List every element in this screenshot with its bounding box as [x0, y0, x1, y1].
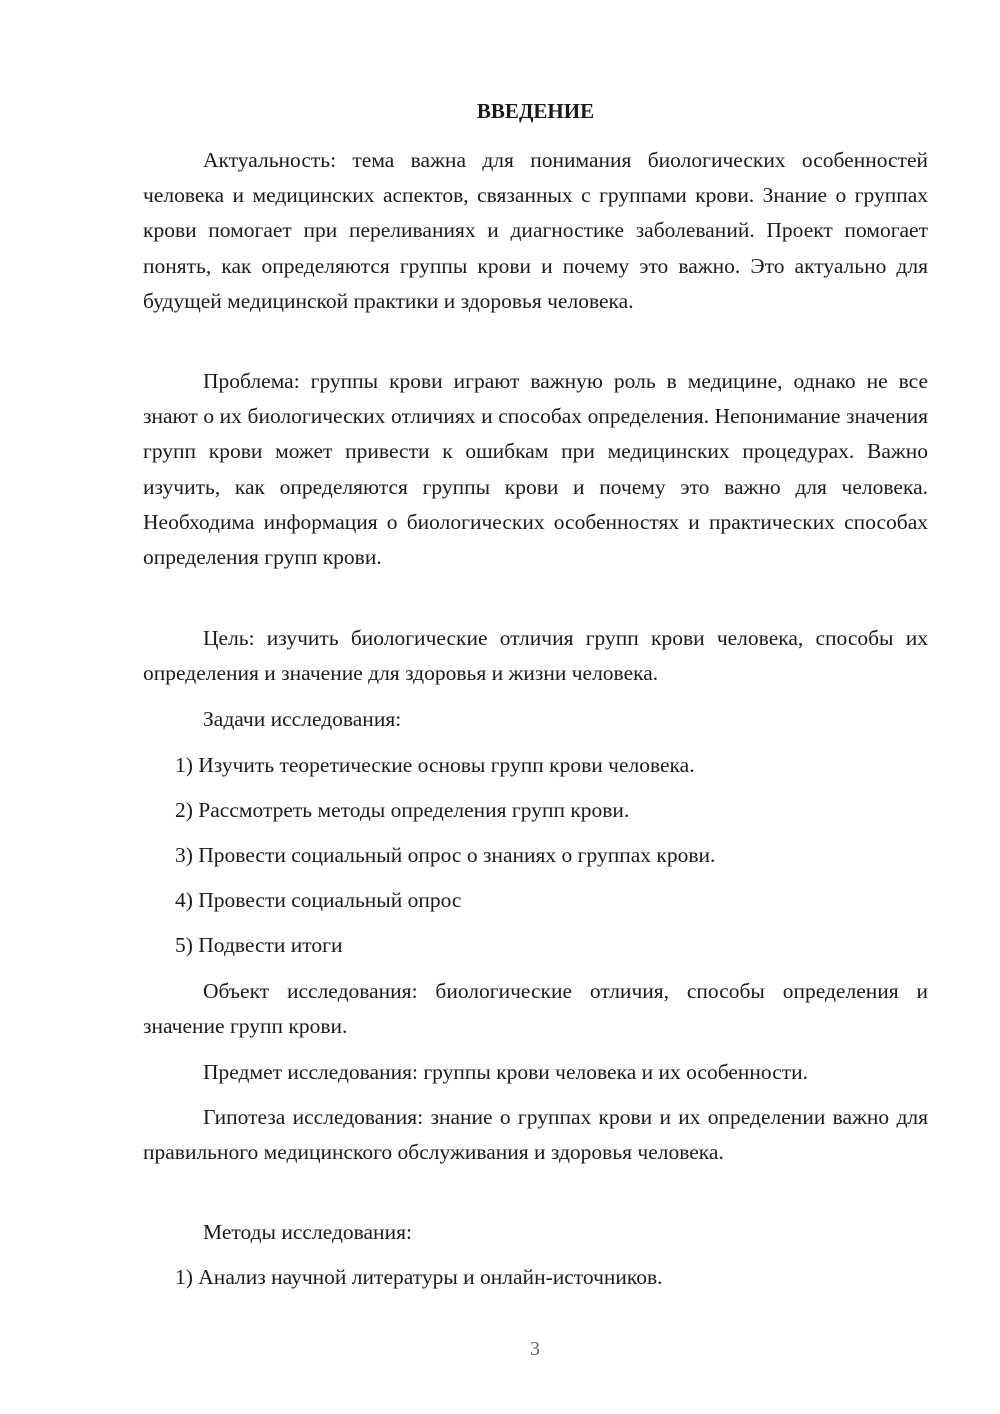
- task-item-2: 2) Рассмотреть методы определения групп крови.: [175, 798, 630, 822]
- methods-label: Методы исследования:: [203, 1220, 412, 1244]
- method-item-1: 1) Анализ научной литературы и онлайн-источников.: [175, 1265, 663, 1289]
- page-number: 3: [530, 1338, 540, 1360]
- paragraph-problem: Проблема: группы крови играют важную роль в медицине, однако не все знают о их биологических отличиях и способах определения. Непонимание значения групп крови может привести к ошибкам при медицинских процедурах. Важно изучить, как определяются группы крови и почему это важно для человека. Необходима информация о биологических особенностях и практических способах определения групп крови.: [143, 369, 928, 570]
- tasks-label: Задачи исследования:: [203, 707, 402, 731]
- paragraph-hypothesis: Гипотеза исследования: знание о группах крови и их определении важно для правильного медицинского обслуживания и здоровья человека.: [143, 1105, 928, 1165]
- paragraph-goal: Цель: изучить биологические отличия групп крови человека, способы их определения и значение для здоровья и жизни человека.: [143, 626, 928, 686]
- task-item-4: 4) Провести социальный опрос: [175, 888, 462, 912]
- task-item-1: 1) Изучить теоретические основы групп крови человека.: [175, 753, 695, 777]
- section-title: ВВЕДЕНИЕ: [476, 99, 595, 123]
- task-item-3: 3) Провести социальный опрос о знаниях о группах крови.: [175, 843, 716, 867]
- task-item-5: 5) Подвести итоги: [175, 933, 343, 957]
- paragraph-object: Объект исследования: биологические отличия, способы определения и значение групп крови.: [143, 979, 928, 1039]
- paragraph-relevance: Актуальность: тема важна для понимания биологических особенностей человека и медицинских аспектов, связанных с группами крови. Знание о группах крови помогает при переливаниях и диагностике заболеваний. Проект помогает понять, как определяются группы крови и почему это важно. Это актуально для будущей медицинской практики и здоровья человека.: [143, 148, 928, 313]
- paragraph-subject: Предмет исследования: группы крови человека и их особенности.: [203, 1060, 809, 1084]
